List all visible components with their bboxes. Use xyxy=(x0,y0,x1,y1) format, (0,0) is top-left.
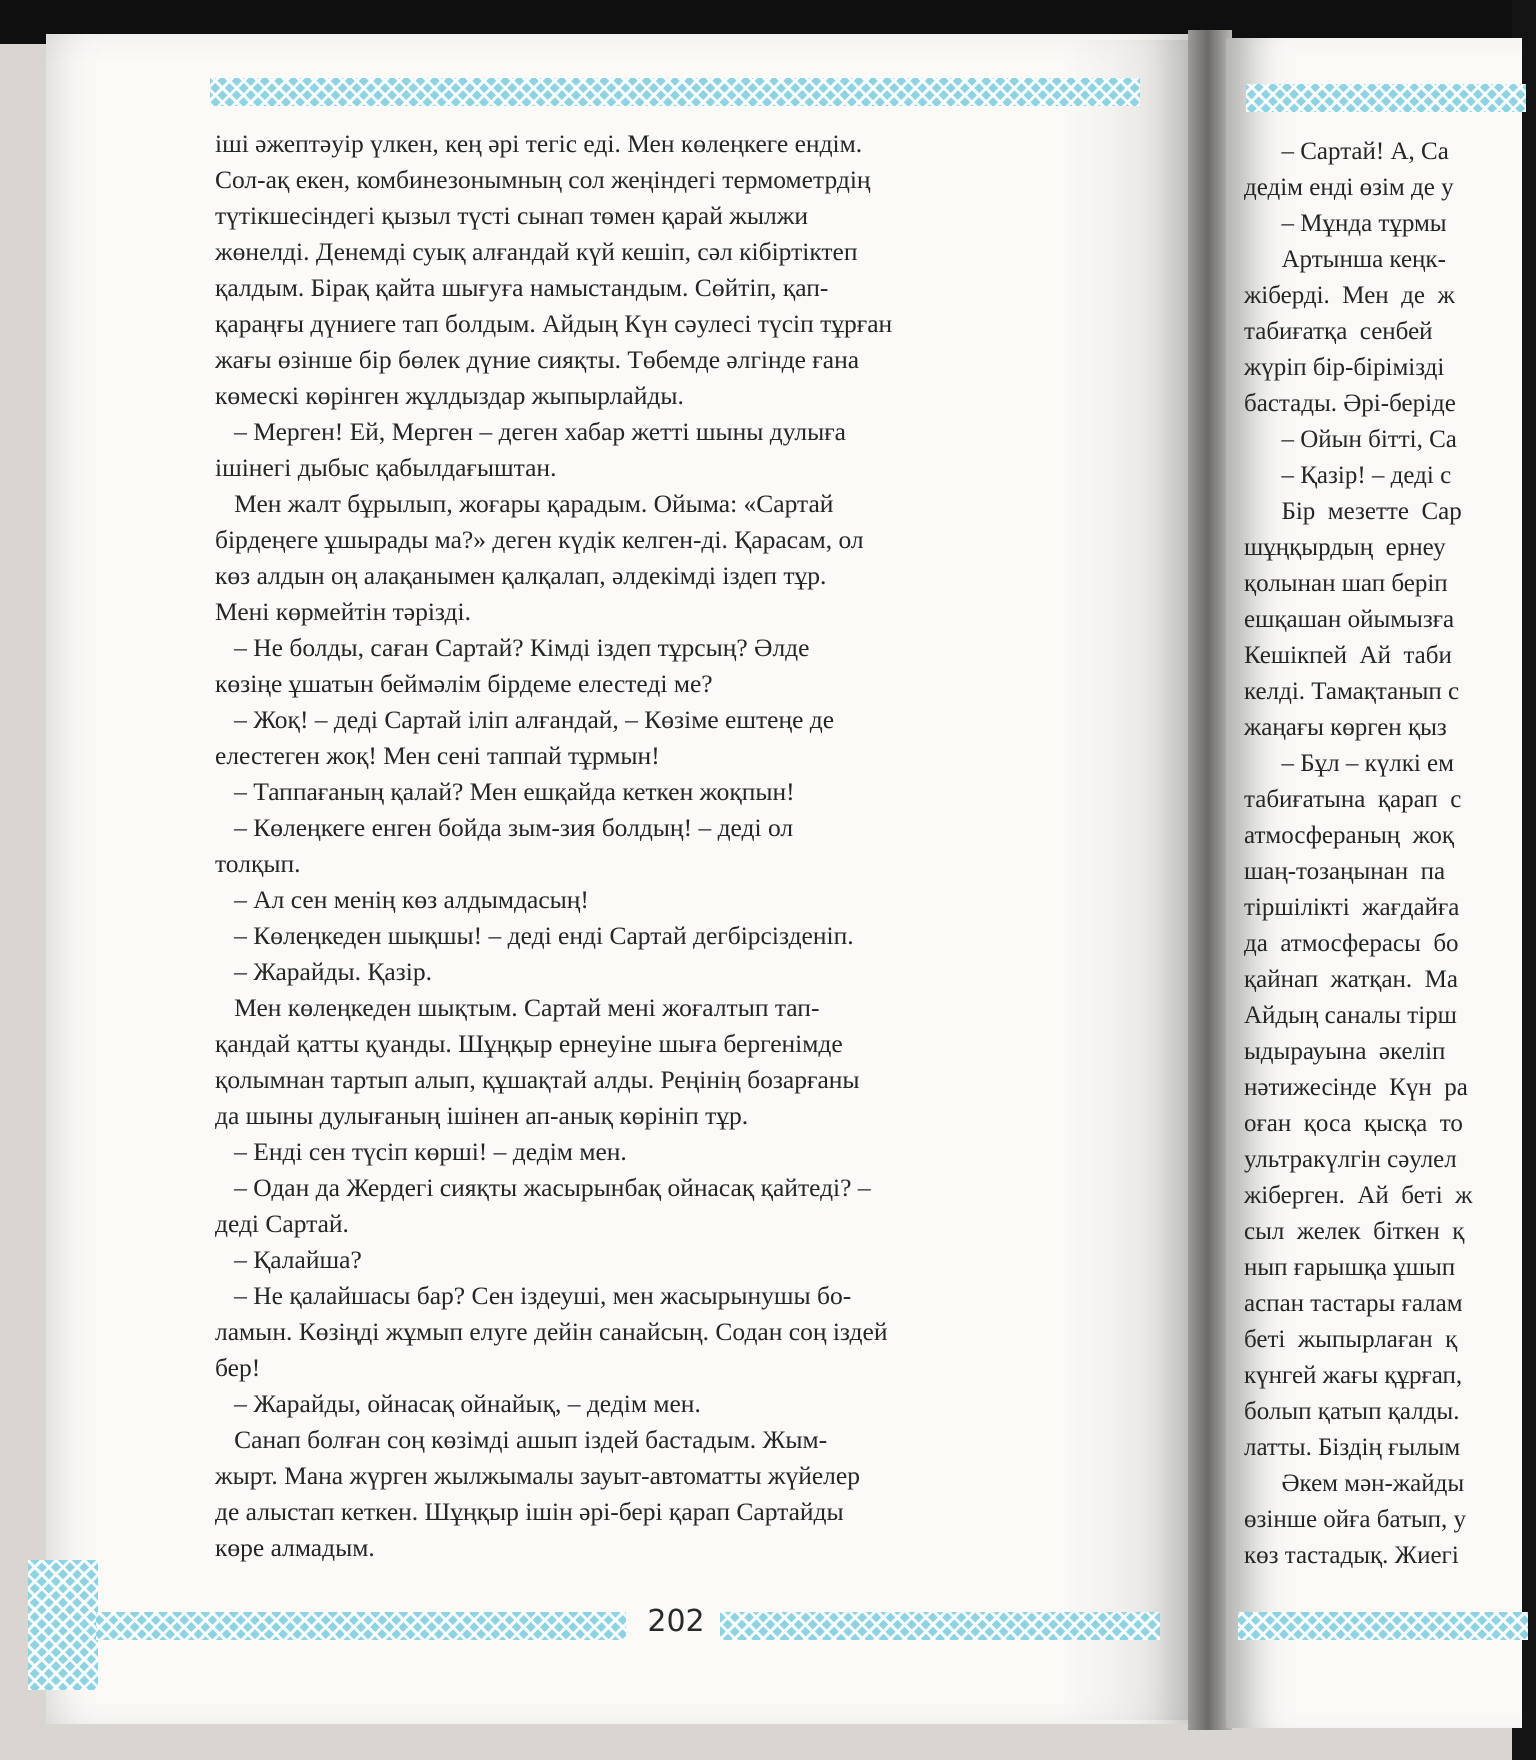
text-line: – Одан да Жердегі сияқты жасырынбақ ойнасақ қайтеді? – xyxy=(215,1173,871,1202)
text-line: бірдеңеге ұшырады ма?» деген күдік келген-ді. Қарасам, ол xyxy=(215,525,864,554)
text-line: – Енді сен түсіп көрші! – дедім мен. xyxy=(215,1137,627,1166)
text-line: Айдың саналы тірш xyxy=(1244,1002,1457,1029)
text-line: – Қазір! – деді с xyxy=(1244,462,1452,489)
text-line: тіршілікті жағдайға xyxy=(1244,894,1460,921)
text-line: ешқашан ойымызға xyxy=(1244,606,1455,633)
text-line: көзіңе ұшатын беймәлім бірдеме елестеді ме? xyxy=(215,669,713,698)
text-line: жөнелді. Денемді суық алғандай күй кешіп, сәл кібіртіктеп xyxy=(215,237,858,266)
ornament-border-top-left xyxy=(210,78,1140,106)
text-line: жүріп бір-бірімізді xyxy=(1244,354,1445,381)
text-line: – Мұнда тұрмы xyxy=(1244,210,1447,237)
text-line: көре алмадым. xyxy=(215,1533,375,1562)
text-line: жіберген. Ай беті ж xyxy=(1244,1182,1473,1209)
text-line: дедім енді өзім де у xyxy=(1244,174,1454,201)
text-line: күнгей жағы құрғап, xyxy=(1244,1362,1463,1389)
text-line: жіберді. Мен де ж xyxy=(1244,282,1455,309)
text-line: Санап болған соң көзімді ашып іздей бастадым. Жым- xyxy=(215,1425,828,1454)
ornament-border-top-right-page xyxy=(1246,84,1526,112)
text-line: көз алдын оң алақанымен қалқалап, әлдекімді іздеп тұр. xyxy=(215,561,827,590)
text-line: Кешікпей Ай таби xyxy=(1244,642,1452,669)
text-line: ультракүлгін сәулел xyxy=(1244,1146,1457,1173)
text-line: беті жыпырлаған қ xyxy=(1244,1326,1458,1353)
text-line: қараңғы дүниеге тап болдым. Айдың Күн сәулесі түсіп тұрған xyxy=(215,309,893,338)
text-line: Артынша кеңк- xyxy=(1244,246,1446,273)
text-line: қайнап жатқан. Ма xyxy=(1244,966,1458,993)
text-line: – Не қалайшасы бар? Сен іздеуші, мен жасырынушы бо- xyxy=(215,1281,852,1310)
text-line: сыл желек біткен қ xyxy=(1244,1218,1465,1245)
text-line: бастады. Әрі-беріде xyxy=(1244,390,1456,417)
text-line: – Жарайды. Қазір. xyxy=(215,957,432,986)
text-line: нәтижесінде Күн ра xyxy=(1244,1074,1468,1101)
text-line: латты. Біздің ғылым xyxy=(1244,1434,1461,1461)
text-line: өзінше ойға батып, у xyxy=(1244,1506,1467,1533)
text-line: шұңқырдың ернеу xyxy=(1244,534,1446,561)
text-line: Әкем мән-жайды xyxy=(1244,1470,1465,1497)
text-line: оған қоса қысқа то xyxy=(1244,1110,1463,1137)
text-line: Сол-ақ екен, комбинезонымның сол жеңіндегі термометрдің xyxy=(215,165,871,194)
text-line: – Сартай! А, Са xyxy=(1244,138,1449,165)
text-line: жырт. Мана жүрген жылжымалы зауыт-автоматты жүйелер xyxy=(215,1461,860,1490)
text-line: – Ал сен менің көз алдымдасың! xyxy=(215,885,589,914)
text-line: іші әжептәуір үлкен, кең әрі тегіс еді. Мен көлеңкеге ендім. xyxy=(215,129,863,158)
right-page-body xyxy=(1244,134,1536,1574)
text-line: қолымнан тартып алып, құшақтай алды. Реңінің бозарғаны xyxy=(215,1065,860,1094)
text-line: – Көлеңкеден шықшы! – деді енді Сартай дегбірсізденіп. xyxy=(215,921,854,950)
text-line: қолынан шап беріп xyxy=(1244,570,1448,597)
text-line: Бір мезетте Сар xyxy=(1244,498,1462,525)
text-line: атмосфераның жоқ xyxy=(1244,822,1454,849)
text-line: ішінегі дыбыс қабылдағыштан. xyxy=(215,453,557,482)
text-line: қалдым. Бірақ қайта шығуға намыстандым. Сөйтіп, қап- xyxy=(215,273,829,302)
left-page-body xyxy=(215,126,1135,1566)
text-line: бер! xyxy=(215,1353,261,1382)
text-line: келді. Тамақтанып с xyxy=(1244,678,1460,705)
text-line: табиғатқа сенбей xyxy=(1244,318,1433,345)
ornament-border-bottom-left xyxy=(96,1612,626,1640)
text-line: толқып. xyxy=(215,849,301,878)
ornament-border-left-edge xyxy=(28,1560,98,1690)
text-line: шаң-тозаңынан па xyxy=(1244,858,1446,885)
text-line: – Көлеңкеге енген бойда зым-зия болдың! – деді ол xyxy=(215,813,794,842)
text-line: аспан тастары ғалам xyxy=(1244,1290,1463,1317)
text-line: болып қатып қалды. xyxy=(1244,1398,1460,1425)
ornament-border-bottom-right-page xyxy=(1238,1612,1528,1640)
text-line: түтікшесіндегі қызыл түсті сынап төмен қарай жылжи xyxy=(215,201,809,230)
text-line: Мен көлеңкеден шықтым. Сартай мені жоғалтып тап- xyxy=(215,993,820,1022)
text-line: жағы өзінше бір бөлек дүние сияқты. Төбемде әлгінде ғана xyxy=(215,345,860,374)
text-line: – Мерген! Ей, Мерген – деген хабар жетті шыны дулыға xyxy=(215,417,846,446)
text-line: – Не болды, саған Сартай? Кімді іздеп тұрсың? Әлде xyxy=(215,633,810,662)
text-line: – Таппағаның қалай? Мен ешқайда кеткен жоқпын! xyxy=(215,777,795,806)
text-line: – Ойын бітті, Са xyxy=(1244,426,1457,453)
text-line: ыдырауына әкеліп xyxy=(1244,1038,1446,1065)
text-line: де алыстап кеткен. Шұңқыр ішін әрі-бері қарап Сартайды xyxy=(215,1497,844,1526)
text-line: да атмосферасы бо xyxy=(1244,930,1459,957)
ornament-border-bottom-right xyxy=(720,1612,1160,1640)
page-number: 202 xyxy=(647,1604,705,1639)
text-line: Мен жалт бұрылып, жоғары қарадым. Ойыма: «Сартай xyxy=(215,489,834,518)
text-line: қандай қатты қуанды. Шұңқыр ернеуіне шыға бергенімде xyxy=(215,1029,843,1058)
text-line: – Бұл – күлкі ем xyxy=(1244,750,1454,777)
text-line: да шыны дулығаның ішінен ап-анық көрініп тұр. xyxy=(215,1101,749,1130)
text-line: – Қалайша? xyxy=(215,1245,362,1274)
text-line: табиғатына қарап с xyxy=(1244,786,1462,813)
text-line: елестеген жоқ! Мен сені таппай тұрмын! xyxy=(215,741,660,770)
text-line: – Жарайды, ойнасақ ойнайық, – дедім мен. xyxy=(215,1389,701,1418)
text-line: көмескі көрінген жұлдыздар жыпырлайды. xyxy=(215,381,684,410)
text-line: жаңағы көрген қыз xyxy=(1244,714,1447,741)
text-line: ламын. Көзіңді жұмып елуге дейін санайсың. Содан соң іздей xyxy=(215,1317,888,1346)
text-line: Мені көрмейтін тәрізді. xyxy=(215,597,471,626)
text-line: көз тастадық. Жиегі xyxy=(1244,1542,1459,1569)
text-line: деді Сартай. xyxy=(215,1209,349,1238)
text-line: – Жоқ! – деді Сартай іліп алғандай, – Көзіме ештеңе де xyxy=(215,705,835,734)
text-line: нып ғарышқа ұшып xyxy=(1244,1254,1456,1281)
